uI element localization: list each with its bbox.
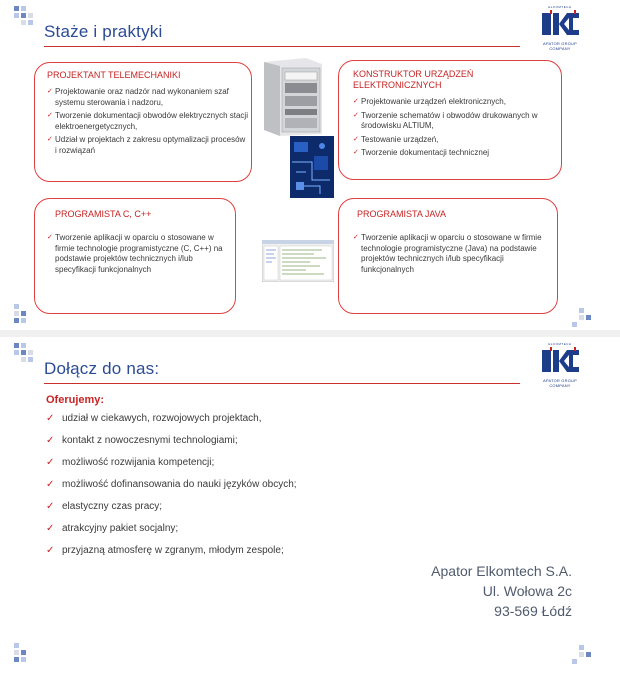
card-title: PROGRAMISTA C, C++ (55, 209, 152, 219)
list-item: ✓ Tworzenie aplikacji w oparciu o stosowane w firmie technologie programistyczne (Java) na podstawie projektów technicznych i/lub specyfikacji funkcjonalnych (353, 233, 553, 275)
list-item: ✓ elastyczny czas pracy; (46, 500, 297, 522)
logo-mark-icon (540, 347, 580, 375)
list-item: ✓ Projektowanie urządzeń elektronicznych, (353, 97, 559, 108)
list-item: ✓ Tworzenie aplikacji w oparciu o stosowane w firmie technologie programistyczne (C, C++) na podstawie projektów technicznych i/lub specyfikacji funkcjonalnych (47, 233, 225, 275)
card-title: PROJEKTANT TELEMECHANIKI (47, 70, 181, 80)
page-title: Dołącz do nas: (44, 359, 160, 378)
slide-divider (0, 330, 620, 337)
slide-join-us (0, 337, 620, 676)
ekt-logo: ELKOMTECH APATOR GROUP COMPANY (534, 342, 586, 390)
list-item: ✓ Projektowanie oraz nadzór nad wykonaniem szaf systemu sterowania i nadzoru, (47, 87, 249, 108)
address-company: Apator Elkomtech S.A. (431, 563, 572, 579)
card-title: PROGRAMISTA JAVA (357, 209, 447, 219)
corner-decoration-bottom-right (572, 308, 598, 332)
corner-decoration-top-left (14, 6, 40, 30)
list-item: ✓ udział w ciekawych, rozwojowych projektach, (46, 412, 297, 434)
control-cabinet-image (260, 56, 326, 136)
card-telemechanics (34, 62, 252, 182)
title-underline (44, 383, 520, 384)
list-item: ✓ Testowanie urządzeń, (353, 135, 559, 146)
software-screenshot-image (262, 240, 334, 282)
card-electronics-designer (338, 60, 562, 180)
corner-decoration-top-left (14, 343, 40, 367)
company-address (431, 561, 572, 621)
title-underline (44, 46, 520, 47)
list-item: ✓ kontakt z nowoczesnymi technologiami; (46, 434, 297, 456)
address-street: Ul. Wołowa 2c (482, 583, 572, 599)
slide-internships (0, 0, 620, 330)
list-item: ✓ możliwość dofinansowania do nauki języków obcych; (46, 478, 297, 500)
page-title: Staże i praktyki (44, 22, 163, 41)
corner-decoration-bottom-right (572, 645, 598, 669)
list-item: ✓ możliwość rozwijania kompetencji; (46, 456, 297, 478)
corner-decoration-bottom-left (14, 643, 40, 667)
list-item: ✓ Tworzenie dokumentacji obwodów elektrycznych stacji elektroenergetycznych, (47, 111, 249, 132)
circuit-board-image (290, 136, 334, 198)
address-city: 93-569 Łódź (494, 603, 572, 619)
ekt-logo: ELKOMTECH APATOR GROUP COMPANY (534, 5, 586, 53)
corner-decoration-bottom-left (14, 304, 40, 328)
card-cpp-programmer (34, 198, 236, 314)
list-item: ✓ Tworzenie schematów i obwodów drukowanych w środowisku ALTIUM, (353, 111, 559, 132)
list-item: ✓ Tworzenie dokumentacji technicznej (353, 148, 559, 159)
card-java-programmer (338, 198, 558, 314)
list-item: ✓ Udział w projektach z zakresu optymalizacji procesów i rozwiązań (47, 135, 249, 156)
logo-mark-icon (540, 10, 580, 38)
list-item: ✓ przyjazną atmosferę w zgranym, młodym zespole; (46, 544, 297, 566)
offer-heading: Oferujemy: (46, 394, 105, 406)
card-title: KONSTRUKTOR URZĄDZEŃ ELEKTRONICZNYCH (353, 69, 474, 90)
offer-list (46, 412, 297, 566)
offer-section (46, 394, 297, 566)
list-item: ✓ atrakcyjny pakiet socjalny; (46, 522, 297, 544)
